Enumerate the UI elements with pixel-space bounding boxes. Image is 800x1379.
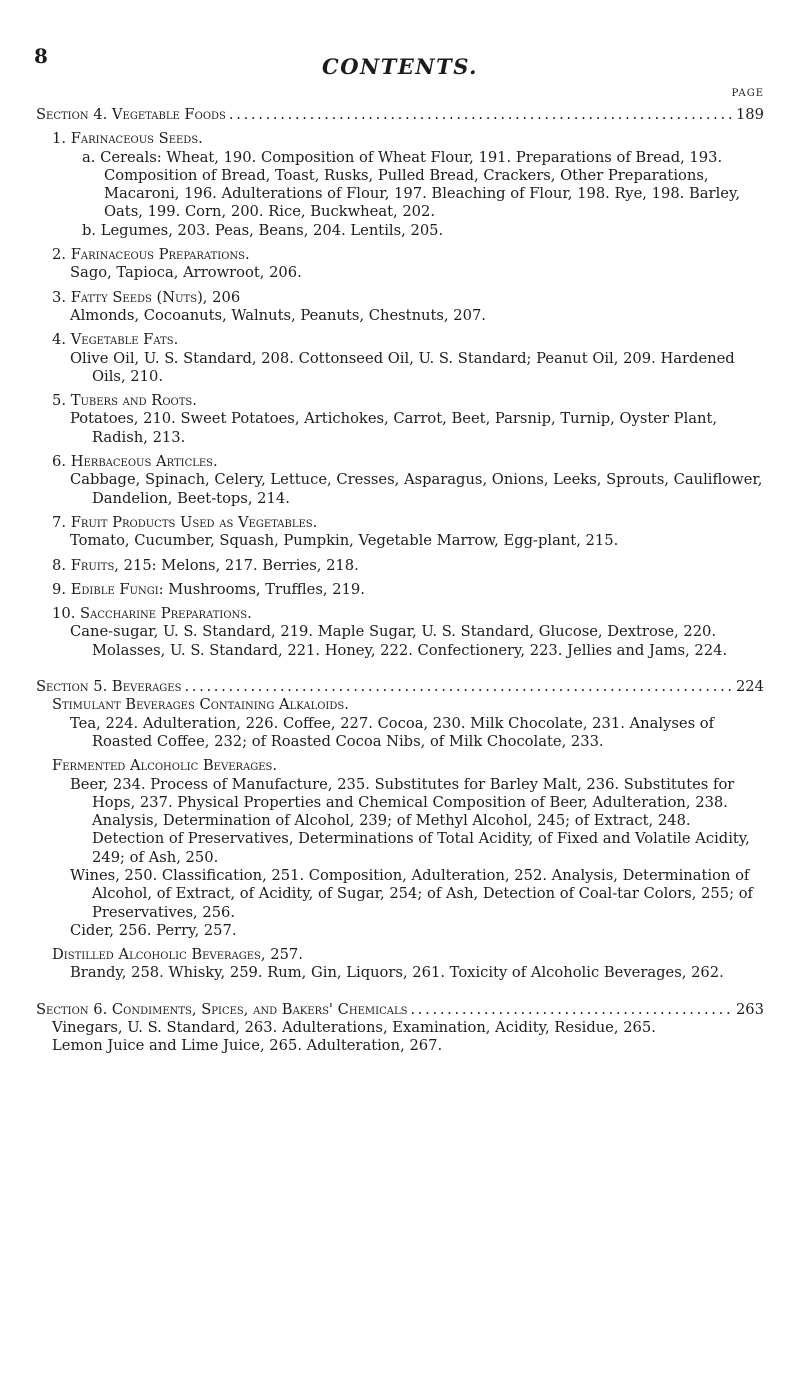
entry-number: 1. bbox=[52, 130, 67, 148]
entry-text: Beer, 234. Process of Manufacture, 235. Substitutes for Barley Malt, 236. Substitutes for Hops, 237. Physical Properties and Chemical Composition of Beer, Adulteration, 238. Analysis, Determination of Alcohol, 239; of Methyl Alcohol, 245; of Extract, 248. Detection of Preservatives, Determinations of Total Acidity, of Fixed and Volatile Acidity, 249; of Ash, 250. bbox=[70, 775, 750, 866]
toc-entry bbox=[52, 453, 764, 471]
entry-heading: Edible Fungi: bbox=[70, 580, 164, 598]
entry-text: Almonds, Cocoanuts, Walnuts, Peanuts, Chestnuts, 207. bbox=[70, 306, 486, 324]
entry-text: Cane-sugar, U. S. Standard, 219. Maple Sugar, U. S. Standard, Glucose, Dextrose, 220. Molasses, U. S. Standard, 221. Honey, 222. Confectionery, 223. Jellies and Jams, 224. bbox=[70, 623, 728, 659]
entry-text: Sago, Tapioca, Arrowroot, 206. bbox=[70, 264, 302, 282]
entry-heading: Saccharine Preparations. bbox=[80, 605, 252, 623]
section-title: Section 5. Beverages bbox=[36, 678, 182, 696]
entry-number: 10. bbox=[52, 605, 76, 623]
entry-text: Mushrooms, Truffles, 219. bbox=[163, 580, 365, 598]
entry-heading: Farinaceous Seeds. bbox=[70, 130, 203, 148]
entry-text: b. Legumes, 203. Peas, Beans, 204. Lentils, 205. bbox=[82, 221, 444, 239]
entry-text: Tea, 224. Adulteration, 226. Coffee, 227. Cocoa, 230. Milk Chocolate, 231. Analyses of Roasted Coffee, 232; of Roasted Cocoa Nibs, of Milk Chocolate, 233. bbox=[70, 714, 715, 750]
subsection-heading: Distilled Alcoholic Beverages, 257. bbox=[52, 946, 303, 964]
entry-text: Lemon Juice and Lime Juice, 265. Adulteration, 267. bbox=[52, 1037, 443, 1055]
running-title: CONTENTS. bbox=[322, 54, 478, 79]
entry-heading: Herbaceous Articles. bbox=[70, 453, 218, 471]
toc-entry bbox=[52, 581, 764, 599]
subsection-heading: Fermented Alcoholic Beverages. bbox=[52, 757, 278, 775]
toc-entry bbox=[52, 392, 764, 410]
entry-heading: Fatty Seeds (Nuts), 206 bbox=[70, 288, 241, 306]
entry-number: 9. bbox=[52, 580, 67, 598]
entry-text: Brandy, 258. Whisky, 259. Rum, Gin, Liquors, 261. Toxicity of Alcoholic Beverages, 262. bbox=[70, 964, 724, 982]
section-page: 189 bbox=[735, 106, 764, 123]
dot-leader bbox=[184, 678, 733, 696]
entry-text: Olive Oil, U. S. Standard, 208. Cottonseed Oil, U. S. Standard; Peanut Oil, 209. Hardened Oils, 210. bbox=[70, 349, 735, 385]
entry-heading: Fruit Products Used as Vegetables. bbox=[70, 513, 318, 531]
entry-text: Cabbage, Spinach, Celery, Lettuce, Cresses, Asparagus, Onions, Leeks, Sprouts, Cauliflower, Dandelion, Beet-tops, 214. bbox=[70, 471, 763, 507]
section-page: 224 bbox=[735, 678, 764, 696]
section-title: Section 6. Condiments, Spices, and Bakers' Chemicals bbox=[36, 1000, 408, 1018]
entry-heading: Farinaceous Preparations. bbox=[70, 246, 250, 264]
entry-heading: Tubers and Roots. bbox=[70, 392, 197, 410]
toc-entry bbox=[52, 605, 764, 623]
toc-entry bbox=[52, 557, 764, 575]
toc-entry bbox=[52, 289, 764, 307]
entry-heading: Fruits, bbox=[70, 556, 119, 574]
entry-number: 8. bbox=[52, 556, 67, 574]
entry-text: Tomato, Cucumber, Squash, Pumpkin, Vegetable Marrow, Egg-plant, 215. bbox=[70, 532, 619, 550]
section-title: Section 4. Vegetable Foods bbox=[36, 106, 226, 123]
subsection-heading: Stimulant Beverages Containing Alkaloids. bbox=[52, 696, 349, 714]
section-page: 263 bbox=[735, 1000, 764, 1018]
toc-entry bbox=[52, 246, 764, 264]
entry-text: Wines, 250. Classification, 251. Composition, Adulteration, 252. Analysis, Determination of Alcohol, of Extract, of Acidity, of Sugar, 254; of Ash, Detection of Coal-tar Colors, 255; of Preservatives, 256. bbox=[70, 866, 753, 921]
entry-text: Cider, 256. Perry, 257. bbox=[70, 921, 237, 939]
entry-number: 4. bbox=[52, 331, 67, 349]
entry-number: 3. bbox=[52, 288, 67, 306]
page-column-label: PAGE bbox=[731, 88, 764, 99]
entry-number: 2. bbox=[52, 246, 67, 264]
section-6-heading bbox=[36, 1001, 764, 1019]
dot-leader bbox=[229, 106, 733, 124]
entry-text: a. Cereals: Wheat, 190. Composition of Wheat Flour, 191. Preparations of Bread, 193. Composition of Bread, Toast, Rusks, Pulled Bread, Crackers, Other Preparations, Macaroni, 196. Adulterations of Flour, 197. Bleaching of Flour, 198. Rye, 198. Barley, Oats, 199. Corn, 200. Rice, Buckwheat, 202. bbox=[82, 148, 740, 221]
entry-number: 5. bbox=[52, 392, 67, 410]
page-number: 8 bbox=[34, 44, 48, 68]
toc-entry bbox=[52, 130, 764, 148]
dot-leader bbox=[410, 1001, 732, 1019]
section-5-heading bbox=[36, 678, 764, 696]
entry-text: Potatoes, 210. Sweet Potatoes, Artichokes, Carrot, Beet, Parsnip, Turnip, Oyster Plant, Radish, 213. bbox=[70, 410, 718, 446]
toc-entry bbox=[52, 331, 764, 349]
section-4-heading bbox=[36, 106, 764, 124]
entry-text: 215: Melons, 217. Berries, 218. bbox=[118, 556, 359, 574]
entry-heading: Vegetable Fats. bbox=[70, 331, 179, 349]
table-of-contents bbox=[36, 106, 764, 1056]
entry-text: Vinegars, U. S. Standard, 263. Adulterations, Examination, Acidity, Residue, 265. bbox=[52, 1019, 656, 1037]
toc-entry bbox=[52, 514, 764, 532]
entry-number: 6. bbox=[52, 453, 67, 471]
entry-number: 7. bbox=[52, 513, 67, 531]
